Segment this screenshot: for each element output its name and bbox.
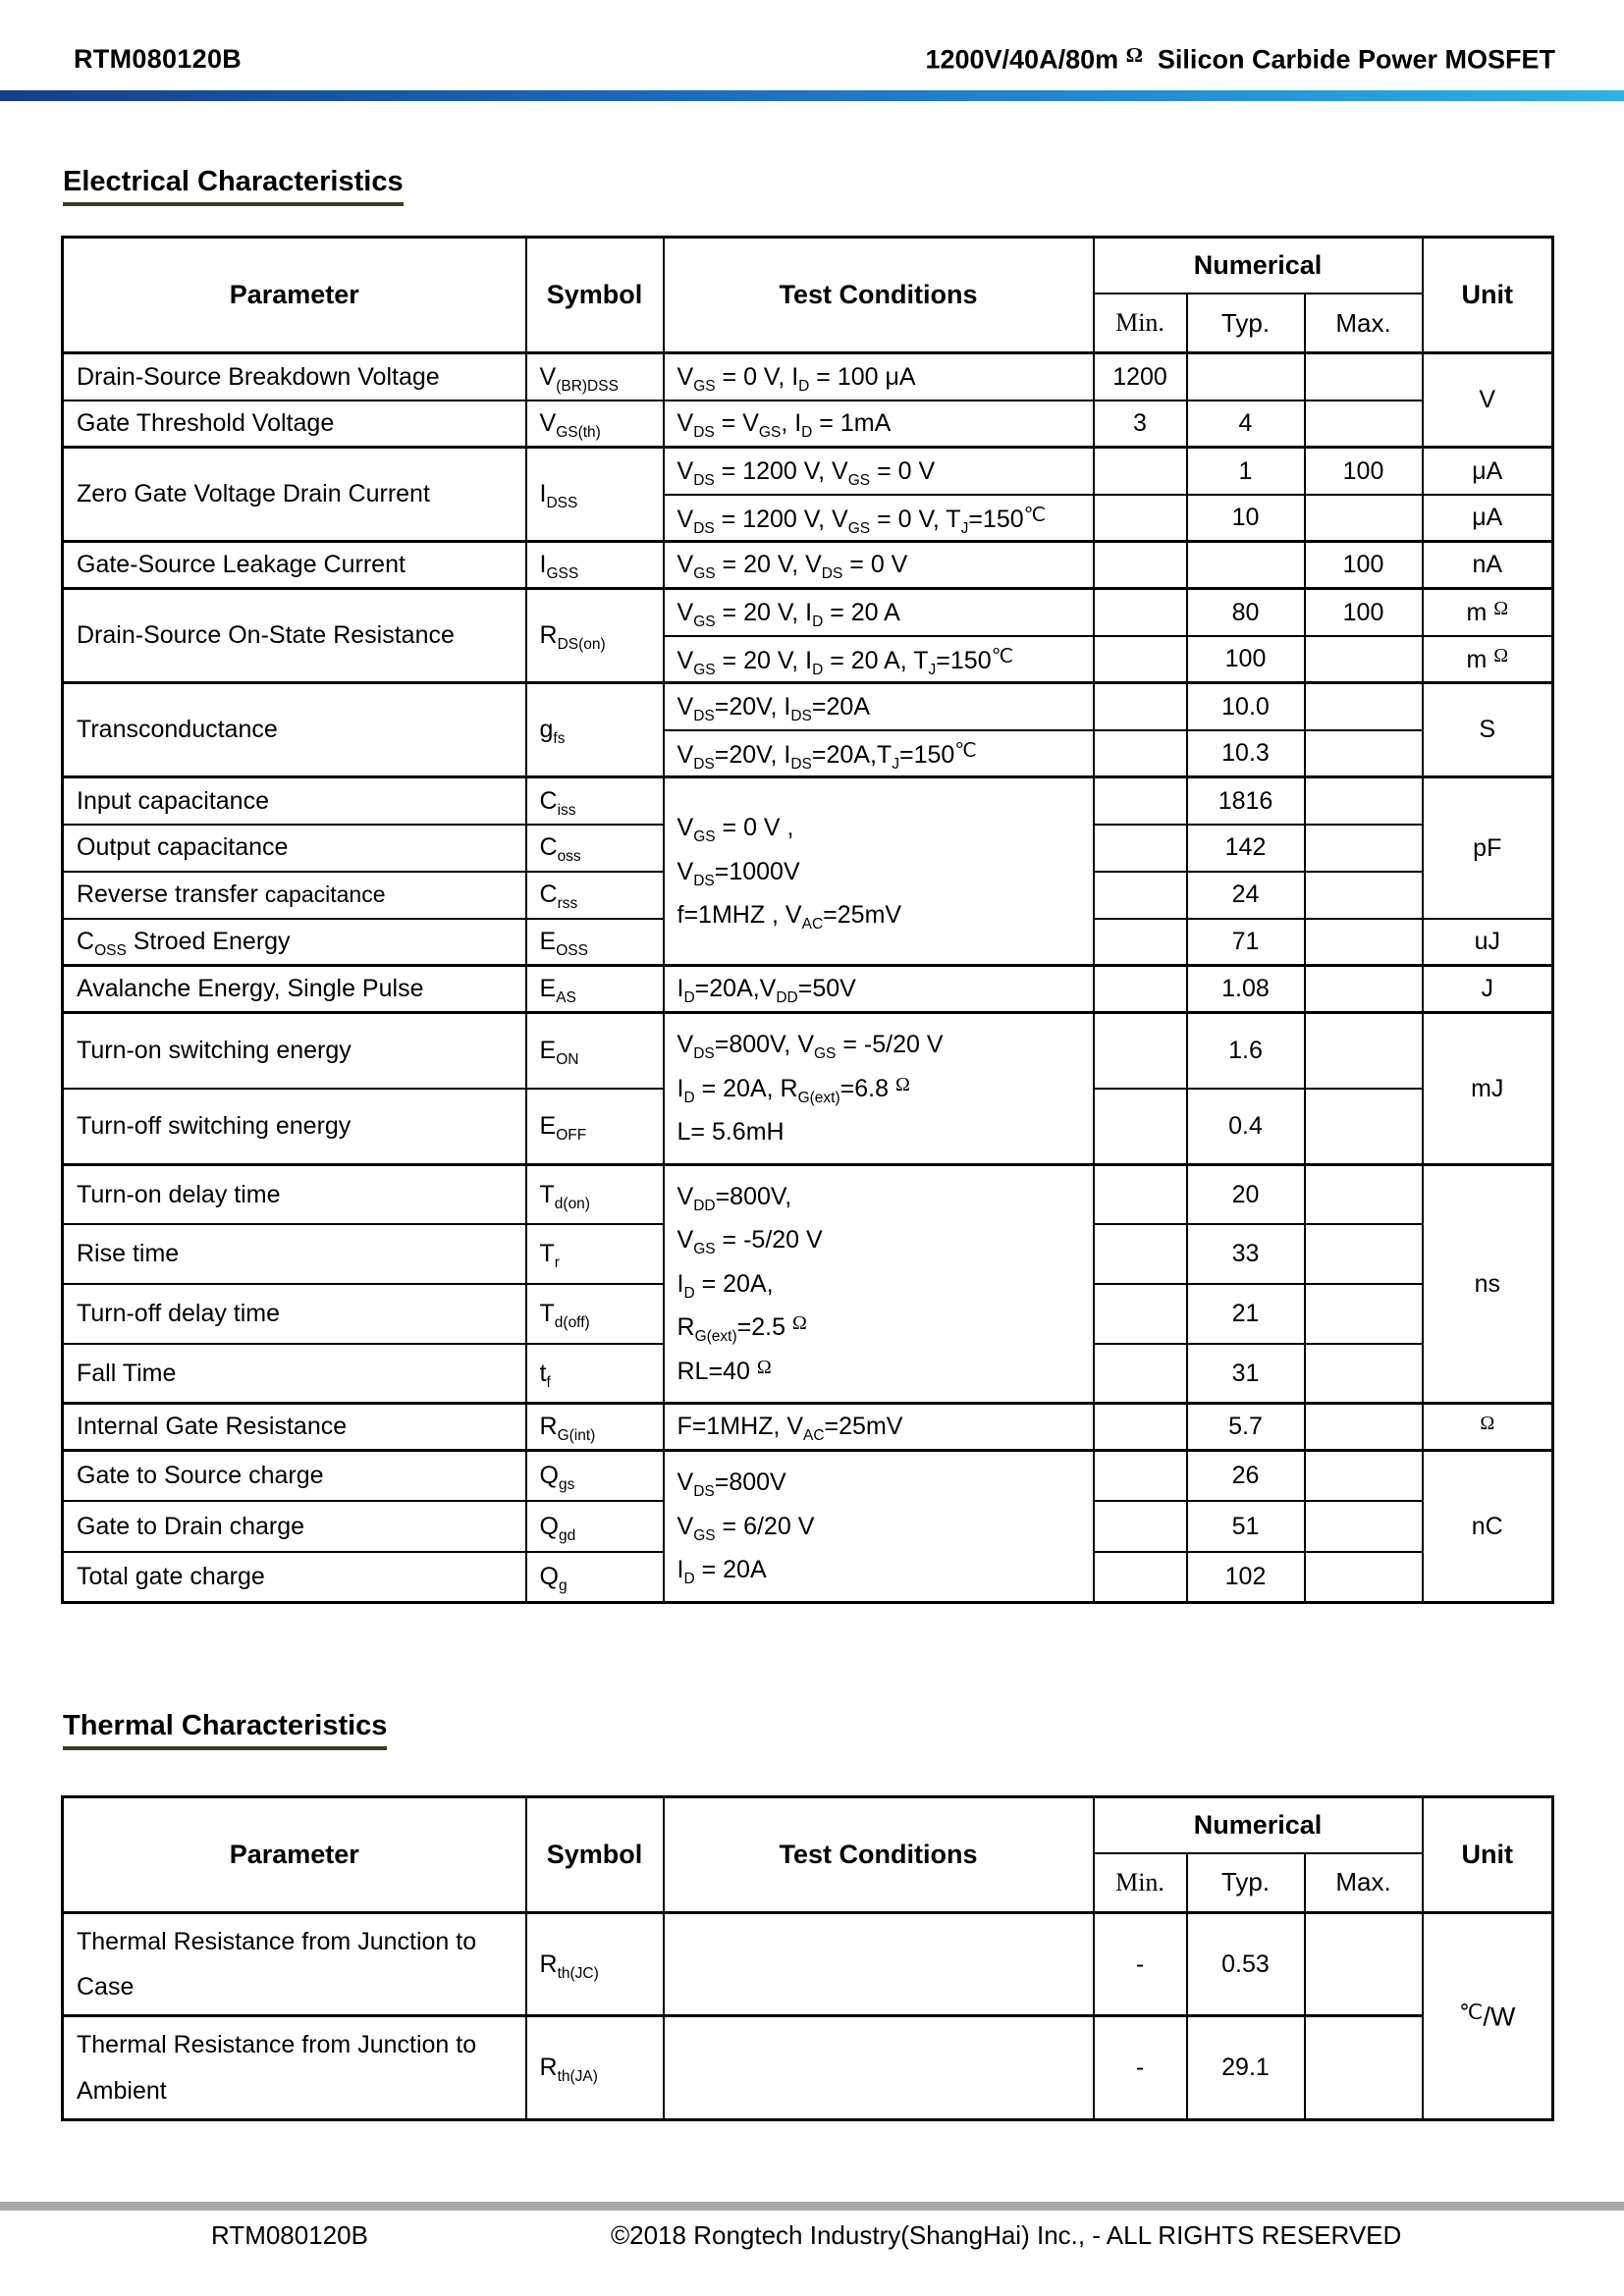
cond-cell: F=1MHZ, $V_{AC}=25mV$ bbox=[664, 1404, 1094, 1451]
min-cell bbox=[1094, 1284, 1187, 1344]
cond-cell: $V_{GS} = 20$ V, $V_{DS} = 0$ V bbox=[664, 542, 1094, 589]
param-cell: Turn-on switching energy bbox=[63, 1013, 526, 1089]
typ-cell: 4 bbox=[1187, 400, 1305, 448]
min-cell bbox=[1094, 448, 1187, 495]
cond-cell: $V_{DS}=800V$ $V_{GS} = 6/20$ V $I_D = 20A$ bbox=[664, 1451, 1094, 1603]
electrical-characteristics-table bbox=[61, 236, 1554, 1604]
symbol-cell: $Q_{gs}$ bbox=[526, 1451, 664, 1502]
max-cell bbox=[1305, 919, 1423, 966]
min-cell: - bbox=[1094, 2016, 1187, 2120]
max-cell bbox=[1305, 1912, 1423, 2016]
symbol-cell: $C_{rss}$ bbox=[526, 872, 664, 919]
unit-cell: ℃/W bbox=[1423, 1912, 1553, 2119]
param-cell: Turn-on delay time bbox=[63, 1164, 526, 1224]
symbol-cell: $V_{GS(th)}$ bbox=[526, 400, 664, 448]
cond-cell: $V_{DS} = 1200$ V, $V_{GS} = 0$ V, $T_J=150^℃$ bbox=[664, 495, 1094, 542]
col-header-test-conditions: Test Conditions bbox=[664, 238, 1094, 353]
min-cell: 3 bbox=[1094, 400, 1187, 448]
typ-cell: 24 bbox=[1187, 872, 1305, 919]
table-row bbox=[63, 777, 1553, 825]
param-cell: Rise time bbox=[63, 1224, 526, 1284]
section-title-thermal: Thermal Characteristics bbox=[63, 1710, 387, 1750]
max-cell bbox=[1305, 1089, 1423, 1164]
col-header-unit: Unit bbox=[1423, 238, 1553, 353]
col-header-test-conditions: Test Conditions bbox=[664, 1796, 1094, 1912]
typ-cell: 31 bbox=[1187, 1344, 1305, 1404]
col-header-numerical: Numerical bbox=[1094, 1796, 1423, 1853]
table-row bbox=[63, 542, 1553, 589]
table-row bbox=[63, 683, 1553, 730]
symbol-cell: $E_{AS}$ bbox=[526, 966, 664, 1013]
max-cell bbox=[1305, 495, 1423, 542]
max-cell bbox=[1305, 825, 1423, 872]
col-header-min: Min. bbox=[1094, 294, 1187, 353]
min-cell bbox=[1094, 495, 1187, 542]
col-header-symbol: Symbol bbox=[526, 238, 664, 353]
typ-cell: 10.3 bbox=[1187, 730, 1305, 777]
typ-cell: 21 bbox=[1187, 1284, 1305, 1344]
max-cell: 100 bbox=[1305, 448, 1423, 495]
table-row bbox=[63, 1164, 1553, 1224]
min-cell bbox=[1094, 872, 1187, 919]
max-cell bbox=[1305, 1344, 1423, 1404]
unit-cell: m $^\Omega$ bbox=[1423, 636, 1553, 683]
max-cell: 100 bbox=[1305, 542, 1423, 589]
max-cell: 100 bbox=[1305, 589, 1423, 636]
col-header-symbol: Symbol bbox=[526, 1796, 664, 1912]
max-cell bbox=[1305, 1404, 1423, 1451]
cond-cell: $I_D=20A,V_{DD}=50V$ bbox=[664, 966, 1094, 1013]
typ-cell: 102 bbox=[1187, 1552, 1305, 1603]
cond-cell: $V_{DS} = V_{GS}$, $I_D = 1mA$ bbox=[664, 400, 1094, 448]
cond-cell: $V_{DS}=800V$, $V_{GS} = -5/20$ V $I_D = 20A$, $R_{G(ext)}=6.8$ $^\Omega$ L= 5.6mH bbox=[664, 1013, 1094, 1165]
max-cell bbox=[1305, 1224, 1423, 1284]
table-row bbox=[63, 1451, 1553, 1502]
col-header-unit: Unit bbox=[1423, 1796, 1553, 1912]
col-header-min: Min. bbox=[1094, 1853, 1187, 1913]
unit-cell: J bbox=[1423, 966, 1553, 1013]
table-header-row bbox=[63, 1796, 1553, 1853]
table-row bbox=[63, 353, 1553, 400]
min-cell bbox=[1094, 1501, 1187, 1552]
unit-cell: pF bbox=[1423, 777, 1553, 919]
symbol-cell: $I_{DSS}$ bbox=[526, 448, 664, 542]
typ-cell: 1816 bbox=[1187, 777, 1305, 825]
header-accent-bar bbox=[0, 90, 1624, 101]
max-cell bbox=[1305, 730, 1423, 777]
col-header-parameter: Parameter bbox=[63, 238, 526, 353]
cond-cell: $V_{DS}=20V$, $I_{DS}=20A$ bbox=[664, 683, 1094, 730]
unit-cell: ns bbox=[1423, 1164, 1553, 1404]
cond-cell: $V_{GS} = 20$ V, $I_D = 20$ A bbox=[664, 589, 1094, 636]
min-cell: 1200 bbox=[1094, 353, 1187, 400]
param-cell: Internal Gate Resistance bbox=[63, 1404, 526, 1451]
symbol-cell: $R_{th(JA)}$ bbox=[526, 2016, 664, 2120]
typ-cell bbox=[1187, 542, 1305, 589]
param-cell: Input capacitance bbox=[63, 777, 526, 825]
symbol-cell: $Q_{gd}$ bbox=[526, 1501, 664, 1552]
table-row bbox=[63, 2016, 1553, 2120]
min-cell bbox=[1094, 589, 1187, 636]
max-cell bbox=[1305, 966, 1423, 1013]
param-cell: Zero Gate Voltage Drain Current bbox=[63, 448, 526, 542]
typ-cell: 51 bbox=[1187, 1501, 1305, 1552]
footer-bar bbox=[0, 2202, 1624, 2211]
thermal-characteristics-table bbox=[61, 1795, 1554, 2121]
symbol-cell: $E_{OFF}$ bbox=[526, 1089, 664, 1164]
cond-cell bbox=[664, 1912, 1094, 2016]
unit-cell: m $^\Omega$ bbox=[1423, 589, 1553, 636]
min-cell bbox=[1094, 1451, 1187, 1502]
typ-cell: 1 bbox=[1187, 448, 1305, 495]
footer-copyright: ©2018 Rongtech Industry(ShangHai) Inc., - ALL RIGHTS RESERVED bbox=[611, 2220, 1402, 2250]
min-cell bbox=[1094, 730, 1187, 777]
unit-cell: nA bbox=[1423, 542, 1553, 589]
typ-cell: 0.4 bbox=[1187, 1089, 1305, 1164]
col-header-max: Max. bbox=[1305, 1853, 1423, 1913]
cond-cell bbox=[664, 2016, 1094, 2120]
col-header-typ: Typ. bbox=[1187, 1853, 1305, 1913]
col-header-typ: Typ. bbox=[1187, 294, 1305, 353]
symbol-cell: $R_{DS(on)}$ bbox=[526, 589, 664, 683]
min-cell bbox=[1094, 683, 1187, 730]
param-cell: Gate-Source Leakage Current bbox=[63, 542, 526, 589]
symbol-cell: $V_{(BR)DSS}$ bbox=[526, 353, 664, 400]
param-cell: Output capacitance bbox=[63, 825, 526, 872]
table-row bbox=[63, 448, 1553, 495]
min-cell bbox=[1094, 1344, 1187, 1404]
cond-cell: $V_{DD}=800V$, $V_{GS} = -5/20$ V $I_D = 20A$, $R_{G(ext)}=2.5$ $^\Omega$ RL=40 $^\Omega$ bbox=[664, 1164, 1094, 1404]
param-cell: Gate Threshold Voltage bbox=[63, 400, 526, 448]
header-part-number: RTM080120B bbox=[74, 44, 243, 75]
param-cell: Gate to Drain charge bbox=[63, 1501, 526, 1552]
cond-cell: $V_{GS} = 0$ V , $V_{DS}=1000V$ f=1MHZ , $V_{AC}=25mV$ bbox=[664, 777, 1094, 966]
max-cell bbox=[1305, 1164, 1423, 1224]
typ-cell: 1.6 bbox=[1187, 1013, 1305, 1089]
symbol-cell: $E_{ON}$ bbox=[526, 1013, 664, 1089]
symbol-cell: $I_{GSS}$ bbox=[526, 542, 664, 589]
param-cell: Drain-Source Breakdown Voltage bbox=[63, 353, 526, 400]
typ-cell bbox=[1187, 353, 1305, 400]
unit-cell: μA bbox=[1423, 448, 1553, 495]
unit-cell: uJ bbox=[1423, 919, 1553, 966]
param-cell: Thermal Resistance from Junction to Case bbox=[63, 1912, 526, 2016]
min-cell bbox=[1094, 636, 1187, 683]
page-header bbox=[0, 0, 1624, 75]
max-cell bbox=[1305, 1284, 1423, 1344]
param-cell: Transconductance bbox=[63, 683, 526, 777]
param-cell: Turn-off switching energy bbox=[63, 1089, 526, 1164]
min-cell bbox=[1094, 1013, 1187, 1089]
max-cell bbox=[1305, 683, 1423, 730]
param-cell: Gate to Source charge bbox=[63, 1451, 526, 1502]
max-cell bbox=[1305, 353, 1423, 400]
table-row bbox=[63, 400, 1553, 448]
unit-cell: S bbox=[1423, 683, 1553, 777]
max-cell bbox=[1305, 2016, 1423, 2120]
symbol-cell: $C_{iss}$ bbox=[526, 777, 664, 825]
table-row bbox=[63, 1912, 1553, 2016]
param-cell: Turn-off delay time bbox=[63, 1284, 526, 1344]
table-header-row bbox=[63, 238, 1553, 294]
typ-cell: 1.08 bbox=[1187, 966, 1305, 1013]
typ-cell: 10.0 bbox=[1187, 683, 1305, 730]
min-cell bbox=[1094, 1552, 1187, 1603]
param-cell: Thermal Resistance from Junction to Ambient bbox=[63, 2016, 526, 2120]
param-cell: $C_{OSS}$ Stroed Energy bbox=[63, 919, 526, 966]
unit-cell: V bbox=[1423, 353, 1553, 448]
typ-cell: 10 bbox=[1187, 495, 1305, 542]
min-cell bbox=[1094, 966, 1187, 1013]
table-row bbox=[63, 1404, 1553, 1451]
table-row bbox=[63, 589, 1553, 636]
typ-cell: 33 bbox=[1187, 1224, 1305, 1284]
min-cell: - bbox=[1094, 1912, 1187, 2016]
typ-cell: 0.53 bbox=[1187, 1912, 1305, 2016]
section-title-electrical: Electrical Characteristics bbox=[63, 166, 404, 206]
table-row bbox=[63, 966, 1553, 1013]
max-cell bbox=[1305, 1013, 1423, 1089]
symbol-cell: $R_{G(int)}$ bbox=[526, 1404, 664, 1451]
min-cell bbox=[1094, 919, 1187, 966]
symbol-cell: $C_{oss}$ bbox=[526, 825, 664, 872]
footer-part-number: RTM080120B bbox=[211, 2220, 368, 2250]
cond-cell: $V_{DS}=20V$, $I_{DS}=20A,T_J=150^℃$ bbox=[664, 730, 1094, 777]
min-cell bbox=[1094, 825, 1187, 872]
unit-cell: μA bbox=[1423, 495, 1553, 542]
param-cell: Reverse transfer capacitance bbox=[63, 872, 526, 919]
max-cell bbox=[1305, 1552, 1423, 1603]
symbol-cell: $T_r$ bbox=[526, 1224, 664, 1284]
param-cell: Drain-Source On-State Resistance bbox=[63, 589, 526, 683]
max-cell bbox=[1305, 400, 1423, 448]
max-cell bbox=[1305, 1451, 1423, 1502]
param-cell: Total gate charge bbox=[63, 1552, 526, 1603]
col-header-parameter: Parameter bbox=[63, 1796, 526, 1912]
param-cell: Fall Time bbox=[63, 1344, 526, 1404]
min-cell bbox=[1094, 777, 1187, 825]
cond-cell: $V_{GS} = 0$ V, $I_D = 100$ μA bbox=[664, 353, 1094, 400]
typ-cell: 20 bbox=[1187, 1164, 1305, 1224]
symbol-cell: $T_{d(off)}$ bbox=[526, 1284, 664, 1344]
min-cell bbox=[1094, 1089, 1187, 1164]
min-cell bbox=[1094, 1404, 1187, 1451]
param-cell: Avalanche Energy, Single Pulse bbox=[63, 966, 526, 1013]
min-cell bbox=[1094, 1164, 1187, 1224]
typ-cell: 71 bbox=[1187, 919, 1305, 966]
typ-cell: 5.7 bbox=[1187, 1404, 1305, 1451]
typ-cell: 26 bbox=[1187, 1451, 1305, 1502]
symbol-cell: $E_{OSS}$ bbox=[526, 919, 664, 966]
typ-cell: 80 bbox=[1187, 589, 1305, 636]
col-header-numerical: Numerical bbox=[1094, 238, 1423, 294]
symbol-cell: $t_f$ bbox=[526, 1344, 664, 1404]
max-cell bbox=[1305, 777, 1423, 825]
typ-cell: 100 bbox=[1187, 636, 1305, 683]
symbol-cell: $R_{th(JC)}$ bbox=[526, 1912, 664, 2016]
cond-cell: $V_{GS} = 20$ V, $I_D = 20$ A, $T_J=150^℃$ bbox=[664, 636, 1094, 683]
symbol-cell: $g_{fs}$ bbox=[526, 683, 664, 777]
symbol-cell: $Q_g$ bbox=[526, 1552, 664, 1603]
max-cell bbox=[1305, 872, 1423, 919]
max-cell bbox=[1305, 1501, 1423, 1552]
typ-cell: 142 bbox=[1187, 825, 1305, 872]
typ-cell: 29.1 bbox=[1187, 2016, 1305, 2120]
col-header-max: Max. bbox=[1305, 294, 1423, 353]
min-cell bbox=[1094, 1224, 1187, 1284]
symbol-cell: $T_{d(on)}$ bbox=[526, 1164, 664, 1224]
page-title: 1200V/40A/80m $^\Omega$ Silicon Carbide Power MOSFET bbox=[925, 43, 1555, 75]
unit-cell: Ω bbox=[1423, 1404, 1553, 1451]
max-cell bbox=[1305, 636, 1423, 683]
min-cell bbox=[1094, 542, 1187, 589]
table-row bbox=[63, 1013, 1553, 1089]
unit-cell: nC bbox=[1423, 1451, 1553, 1603]
cond-cell: $V_{DS} = 1200$ V, $V_{GS} = 0$ V bbox=[664, 448, 1094, 495]
unit-cell: mJ bbox=[1423, 1013, 1553, 1165]
